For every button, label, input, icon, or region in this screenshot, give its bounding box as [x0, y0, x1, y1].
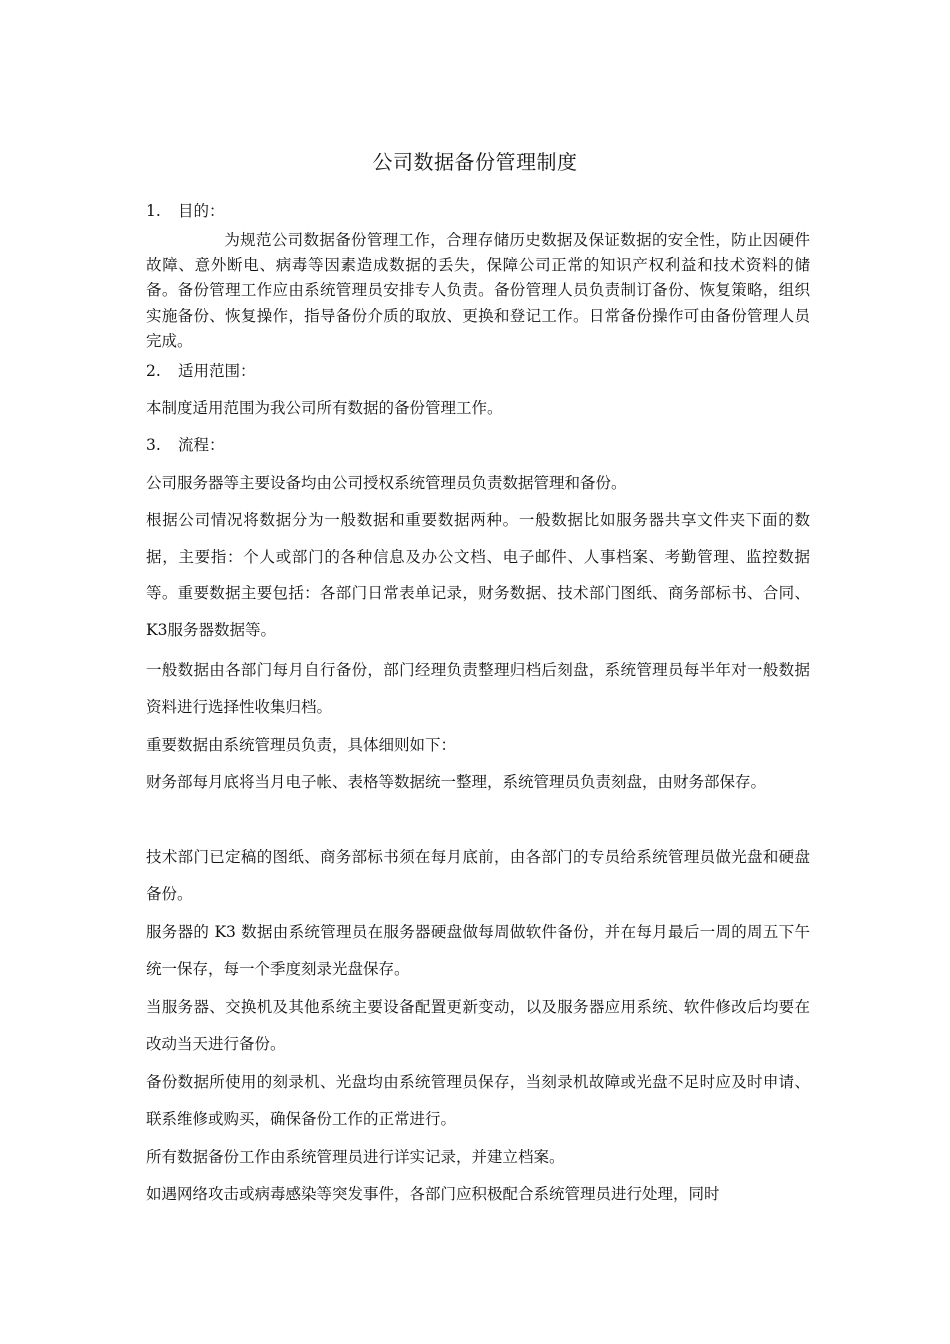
process-paragraph: 技术部门已定稿的图纸、商务部标书须在每月底前，由各部门的专员给系统管理员做光盘和硬盘备份。	[146, 848, 810, 903]
process-paragraph: 财务部每月底将当月电子帐、表格等数据统一整理，系统管理员负责刻盘，由财务部保存。	[146, 773, 767, 791]
purpose-text: 为规范公司数据备份管理工作，合理存储历史数据及保证数据的安全性，防止因硬件故障、意外断电、病毒等因素造成数据的丢失，保障公司正常的知识产权利益和技术资料的储备。备份管理工作应由系统管理员安排专人负责。备份管理人员负责制订备份、恢复策略，组织实施备份、恢复操作，指导备份介质的取放、更换和登记工作。日常备份操作可由备份管理人员完成。	[146, 231, 810, 350]
section-title: 适用范围：	[178, 362, 256, 380]
process-paragraph: 一般数据由各部门每月自行备份，部门经理负责整理归档后刻盘，系统管理员每半年对一般数据资料进行选择性收集归档。	[146, 661, 810, 716]
section-heading-scope	[146, 359, 256, 383]
process-paragraph: 备份数据所使用的刻录机、光盘均由系统管理员保存，当刻录机故障或光盘不足时应及时申请、联系维修或购买，确保备份工作的正常进行。	[146, 1073, 810, 1128]
process-paragraph: 公司服务器等主要设备均由公司授权系统管理员负责数据管理和备份。	[146, 474, 627, 492]
section-title: 目的：	[178, 202, 225, 220]
section-heading-process	[146, 433, 225, 457]
process-paragraph: 重要数据由系统管理员负责，具体细则如下：	[146, 736, 457, 754]
scope-paragraph: 本制度适用范围为我公司所有数据的备份管理工作。	[146, 399, 503, 417]
process-paragraph: 当服务器、交换机及其他系统主要设备配置更新变动，以及服务器应用系统、软件修改后均要在改动当天进行备份。	[146, 998, 810, 1053]
section-title: 流程：	[178, 436, 225, 454]
document-title: 公司数据备份管理制度	[372, 150, 578, 174]
process-paragraph: 所有数据备份工作由系统管理员进行详实记录，并建立档案。	[146, 1148, 565, 1166]
process-paragraph: 根据公司情况将数据分为一般数据和重要数据两种。一般数据比如服务器共享文件夹下面的数据，主要指：个人或部门的各种信息及办公文档、电子邮件、人事档案、考勤管理、监控数据等。重要数据主要包括：各部门日常表单记录，财务数据、技术部门图纸、商务部标书、合同、K3服务器数据等。	[146, 511, 810, 639]
process-paragraph: 服务器的 K3 数据由系统管理员在服务器硬盘做每周做软件备份，并在每月最后一周的周五下午统一保存，每一个季度刻录光盘保存。	[146, 923, 810, 978]
process-paragraph: 如遇网络攻击或病毒感染等突发事件，各部门应积极配合系统管理员进行处理，同时	[146, 1185, 720, 1203]
section-number: 3.	[146, 436, 161, 454]
section-number: 1.	[146, 202, 161, 220]
purpose-paragraph	[146, 228, 810, 354]
section-number: 2.	[146, 362, 161, 380]
section-heading-purpose	[146, 199, 225, 223]
